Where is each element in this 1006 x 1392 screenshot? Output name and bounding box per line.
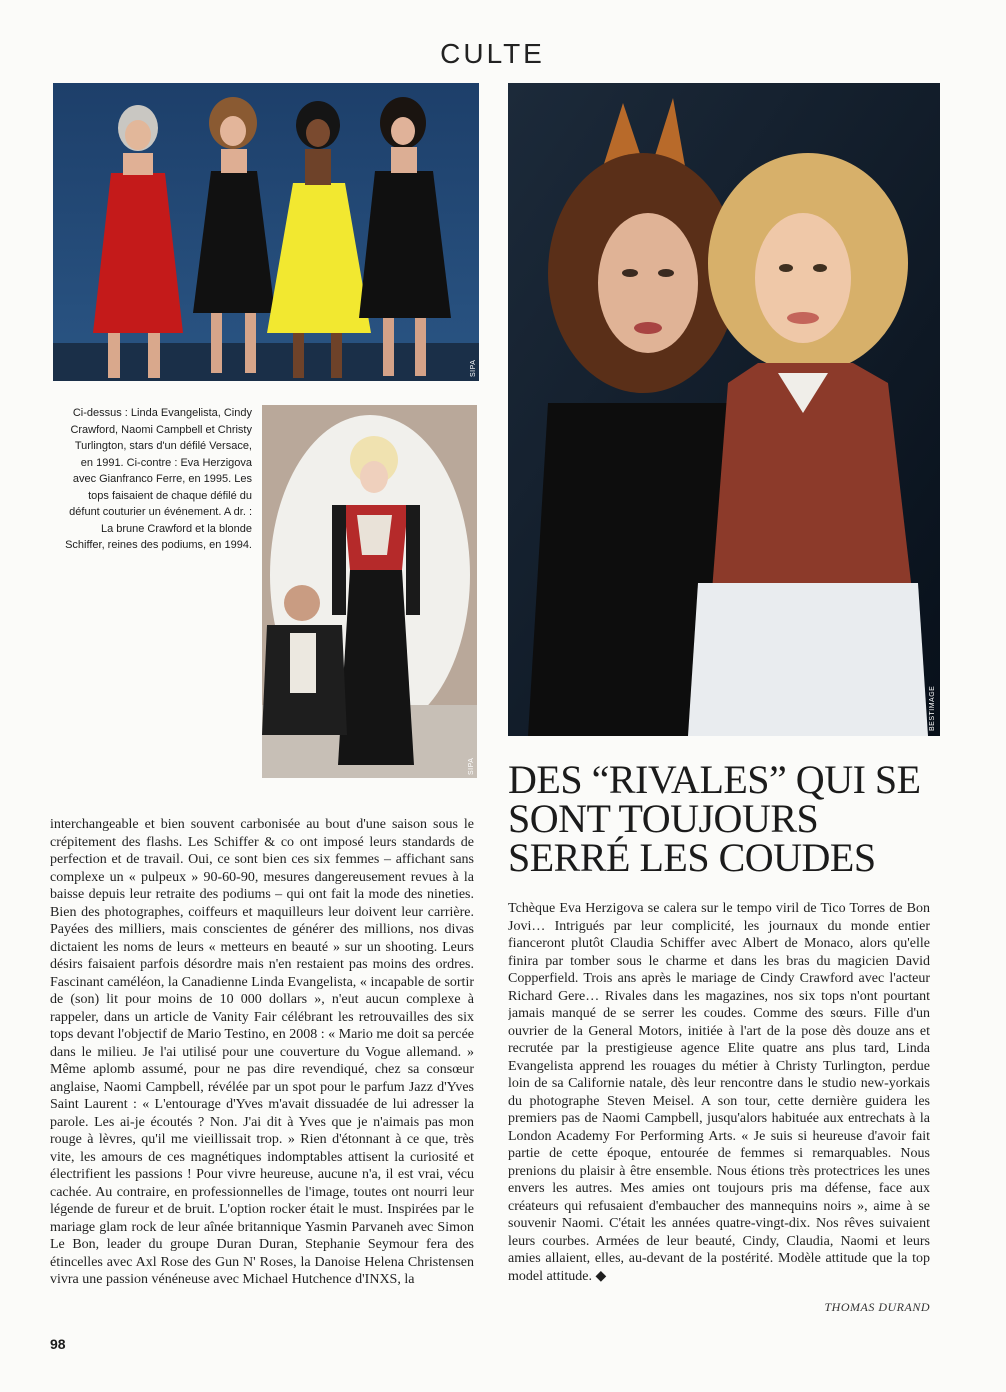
photo-caption: Ci-dessus : Linda Evangelista, Cindy Crawford, Naomi Campbell et Christy Turlington, stars d'un défilé Versace, en 1991. Ci-contre : Eva Herzigova avec Gianfranco Ferre, en 1995. Les tops faisaient de chaque défilé du défunt couturier un événement. A dr. : La brune Crawford et la blonde Schiffer, reines des podiums, en 1994. [65,407,252,551]
article-column-left: interchangeable et bien souvent carbonisée au bout d'une saison sous le crépitement des flashs. Les Schiffer & co ont imposé leurs standards de perfection et de travail. Oui, ce sont bien ces six femmes – affichant sans complexe un « pulpeux » 90-60-90, mesures dangereusement revues à la baisse depuis leur retraite des podiums – qui ont fait la mode des nineties. Bien des photographes, coiffeurs et maquilleurs leur doivent leur carrière. Payées des milliers, mais conscientes de générer des millions, nos divas dictaient les noms de leurs « metteurs en beauté » sur un shooting. Leurs désirs faisaient parfois désordre mais n'en restaient pas moins des ordres. Fascinant caméléon, la Canadienne Linda Evangelista, « incapable de sortir de (son) lit pour moins de 10 000 dollars », n'eut aucun complexe à rappeler, dans un article de Vanity Fair célébrant les retrouvailles des six tops devant l'objectif de Mario Testino, en 2008 : « Mario me doit sa percée dans le milieu. Je l'ai utilisé pour une couverture du Vogue allemand. » Même aplomb assumé, pour ne pas dire revendiqué, chez sa consœur anglaise, Naomi Campbell, révélée par un spot pour le parfum Jazz d'Yves Saint Laurent : « L'entourage d'Yves m'avait dissuadée de lui adresser la parole. Les ai-je écoutés ? Non. J'ai dit à Yves que je n'aimais pas mon rouge à lèvres, qu'il me vieillissait trop. » Rien d'étonnant à ce que, très vite, les amours de ces magnétiques indomptables attisent la curiosité et électrifient les passions ! Pour vivre heureuse, aucune n'a, il est vrai, vécu cachée. Au contraire, en professionnelles de l'image, toutes ont nourri leur légende de fureur et de bruit. L'option rocker était le must. Inspirées par le mariage glam rock de leur aînée britannique Yasmin Parvaneh avec Simon Le Bon, leader du groupe Duran Duran, Stephanie Seymour fera des étincelles avec Axl Rose des Gun N' Roses, la Danoise Helena Christensen vivra une passion vénéneuse avec Michael Hutchence d'INXS, la [50,817,474,1287]
runway-photo [53,83,479,381]
ferre-photo-illustration [262,405,477,778]
ferre-photo-credit: SIPA [468,757,475,775]
backstage-photo-illustration [508,83,940,736]
runway-photo-credit: SIPA [470,359,477,377]
section-title: CULTE [440,38,545,69]
page-number: 98 [50,1336,66,1352]
runway-photo-illustration [53,83,479,381]
ferre-photo [262,405,477,778]
article-column-right: Tchèque Eva Herzigova se calera sur le tempo viril de Tico Torres de Bon Jovi… Intrigués par leur complicité, les journaux du monde entier fianceront plutôt Claudia Schiffer avec Albert de Monaco, alors qu'elle finira par tomber sous le charme et dans les bras du magicien David Copperfield. Trois ans après le mariage de Cindy Crawford avec l'acteur Richard Gere… Rivales dans les magazines, nos six tops n'ont pourtant jamais manqué de se serrer les coudes. Comme des sœurs. Fille d'un ouvrier de la General Motors, initiée à l'art de la pose dès douze ans et recrutée par la prestigieuse agence Elite quatre ans plus tard, Linda Evangelista apprend les rouages du métier à Christy Turlington, perdue loin de sa Californie natale, dès leur rencontre dans le studio new-yorkais du photographe Steven Meisel. A son tour, cette dernière guidera les premiers pas de Naomi Campbell, jusqu'alors habituée aux entrechats à la London Academy For Performing Arts. « Je suis si heureuse d'avoir fait partie de cette époque, entourée de femmes si remarquables. Nous prenions du plaisir à être ensemble. Nous étions très protectrices les unes envers les autres. Mes amies ont toujours pris ma défense, face aux créateurs qui refusaient d'embaucher des mannequins noirs », aime à se souvenir Naomi. C'était les années quatre-vingt-dix. Nos rêves suivaient leurs courbes. Armées de leur beauté, Cindy, Claudia, Naomi et leurs amies allaient, elles, au-devant de la postérité. Modèle attitude que la top model attitude. ◆ [508,901,930,1284]
backstage-photo [508,83,940,736]
backstage-photo-credit: BESTIMAGE [929,685,936,731]
article-author: THOMAS DURAND [824,1300,930,1314]
article-headline: DES “RIVALES” QUI SE SONT TOUJOURS SERRÉ LES COUDES [508,757,921,880]
